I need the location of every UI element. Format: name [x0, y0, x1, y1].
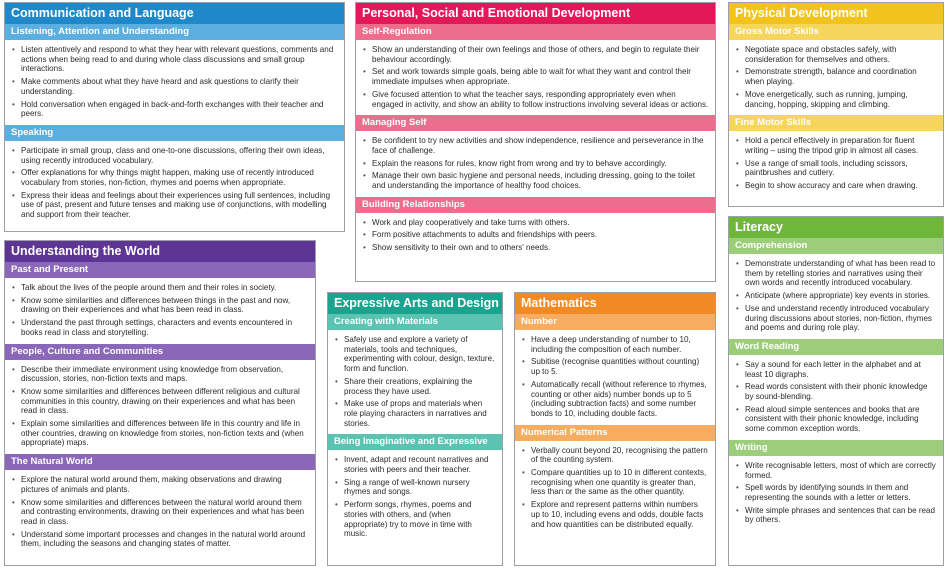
section-list [515, 441, 715, 536]
list-item: • Know some similarities and differences between things in the past and now, drawing on their experiences and what has been read in class. [11, 296, 309, 315]
panel-title: Expressive Arts and Design [328, 293, 502, 314]
list-item: • Know some similarities and differences between the natural world around them and contrasting environments, drawing on their experiences and what has been read in class. [11, 498, 309, 527]
panel-physical-development [728, 2, 944, 207]
list-item: • Have a deep understanding of number to 10, including the composition of each number. [521, 335, 709, 354]
panel-personal-social-emotional [355, 2, 716, 282]
section-heading: Being Imaginative and Expressive [328, 434, 502, 450]
list-item: • Show an understanding of their own feelings and those of others, and begin to regulate their behaviour accordingly. [362, 45, 709, 64]
panel-title: Personal, Social and Emotional Development [356, 3, 715, 24]
list-item: • Spell words by identifying sounds in them and representing the sounds with a letter or letters. [735, 483, 937, 502]
list-item: • Begin to show accuracy and care when drawing. [735, 181, 937, 191]
section-list [5, 40, 344, 125]
section-list [5, 141, 344, 226]
list-item: • Form positive attachments to adults and friendships with peers. [362, 230, 709, 240]
list-item: • Read aloud simple sentences and books that are consistent with their phonic knowledge, including some common exception words. [735, 405, 937, 434]
list-item: • Sing a range of well-known nursery rhymes and songs. [334, 478, 496, 497]
section-heading: Building Relationships [356, 197, 715, 213]
list-item: • Say a sound for each letter in the alphabet and at least 10 digraphs. [735, 360, 937, 379]
panel-understanding-world [4, 240, 316, 566]
list-item: • Write simple phrases and sentences that can be read by others. [735, 506, 937, 525]
list-item: • Be confident to try new activities and show independence, resilience and perseverance in the face of challenge. [362, 136, 709, 155]
section-heading: The Natural World [5, 454, 315, 470]
list-item: • Participate in small group, class and one-to-one discussions, offering their own ideas, using recently introduced vocabulary. [11, 146, 338, 165]
list-item: • Compare quantities up to 10 in different contexts, recognising when one quantity is greater than, less than or the same as the other quantity. [521, 468, 709, 497]
panel-title: Communication and Language [5, 3, 344, 24]
panel-title: Mathematics [515, 293, 715, 314]
section-list [328, 330, 502, 434]
list-item: • Move energetically, such as running, jumping, dancing, hopping, skipping and climbing. [735, 90, 937, 109]
list-item: • Perform songs, rhymes, poems and stories with others, and (when appropriate) try to move in time with music. [334, 500, 496, 539]
section-list [729, 131, 943, 197]
list-item: • Subitise (recognise quantities without counting) up to 5. [521, 357, 709, 376]
section-heading: Self-Regulation [356, 24, 715, 40]
section-heading: Gross Motor Skills [729, 24, 943, 40]
section-heading: Past and Present [5, 262, 315, 278]
list-item: • Offer explanations for why things might happen, making use of recently introduced vocabulary from stories, non-fiction, rhymes and poems when appropriate. [11, 168, 338, 187]
section-heading: Comprehension [729, 238, 943, 254]
panel-title: Literacy [729, 217, 943, 238]
section-list [515, 330, 715, 425]
panel-title: Physical Development [729, 3, 943, 24]
section-list [5, 278, 315, 344]
section-list [328, 450, 502, 545]
list-item: • Make comments about what they have heard and ask questions to clarify their understanding. [11, 77, 338, 96]
list-item: • Safely use and explore a variety of materials, tools and techniques, experimenting with colour, design, texture, form and function. [334, 335, 496, 374]
section-heading: Writing [729, 440, 943, 456]
list-item: • Know some similarities and differences between different religious and cultural communities in this country, drawing on their experiences and what has been read in class. [11, 387, 309, 416]
list-item: • Show sensitivity to their own and to others' needs. [362, 243, 709, 253]
panel-title: Understanding the World [5, 241, 315, 262]
section-list [5, 470, 315, 555]
panel-mathematics [514, 292, 716, 566]
list-item: • Describe their immediate environment using knowledge from observation, discussion, stories, non-fiction texts and maps. [11, 365, 309, 384]
section-list [729, 355, 943, 440]
section-list [356, 213, 715, 259]
list-item: • Make use of props and materials when role playing characters in narratives and stories. [334, 399, 496, 428]
list-item: • Give focused attention to what the teacher says, responding appropriately even when engaged in activity, and show an ability to follow instructions involving several ideas or actions. [362, 90, 709, 109]
list-item: • Explore the natural world around them, making observations and drawing pictures of animals and plants. [11, 475, 309, 494]
list-item: • Set and work towards simple goals, being able to wait for what they want and control their immediate impulses when appropriate. [362, 67, 709, 86]
section-list [356, 131, 715, 197]
list-item: • Hold conversation when engaged in back-and-forth exchanges with their teacher and peers. [11, 100, 338, 119]
list-item: • Verbally count beyond 20, recognising the pattern of the counting system. [521, 446, 709, 465]
panel-communication-language [4, 2, 345, 232]
list-item: • Understand the past through settings, characters and events encountered in books read in class and storytelling. [11, 318, 309, 337]
section-list [729, 254, 943, 339]
list-item: • Hold a pencil effectively in preparation for fluent writing – using the tripod grip in almost all cases. [735, 136, 937, 155]
section-heading: Managing Self [356, 115, 715, 131]
list-item: • Use a range of small tools, including scissors, paintbrushes and cutlery. [735, 159, 937, 178]
list-item: • Write recognisable letters, most of which are correctly formed. [735, 461, 937, 480]
section-list [5, 360, 315, 455]
list-item: • Read words consistent with their phonic knowledge by sound-blending. [735, 382, 937, 401]
list-item: • Explore and represent patterns within numbers up to 10, including evens and odds, double facts and how quantities can be distributed equally. [521, 500, 709, 529]
list-item: • Negotiate space and obstacles safely, with consideration for themselves and others. [735, 45, 937, 64]
list-item: • Share their creations, explaining the process they have used. [334, 377, 496, 396]
panel-expressive-arts-design [327, 292, 503, 566]
list-item: • Demonstrate understanding of what has been read to them by retelling stories and narratives using their own words and recently introduced vocabulary. [735, 259, 937, 288]
list-item: • Express their ideas and feelings about their experiences using full sentences, including use of past, present and future tenses and making use of conjunctions, with modelling and support from their teacher. [11, 191, 338, 220]
list-item: • Anticipate (where appropriate) key events in stories. [735, 291, 937, 301]
section-heading: Fine Motor Skills [729, 115, 943, 131]
section-list [356, 40, 715, 115]
section-heading: Word Reading [729, 339, 943, 355]
section-heading: Speaking [5, 125, 344, 141]
list-item: • Explain the reasons for rules, know right from wrong and try to behave accordingly. [362, 159, 709, 169]
list-item: • Work and play cooperatively and take turns with others. [362, 218, 709, 228]
section-heading: Creating with Materials [328, 314, 502, 330]
list-item: • Explain some similarities and differences between life in this country and life in other countries, drawing on knowledge from stories, non-fiction texts and (when appropriate) maps. [11, 419, 309, 448]
section-heading: Numerical Patterns [515, 425, 715, 441]
list-item: • Understand some important processes and changes in the natural world around them, including the seasons and changing states of matter. [11, 530, 309, 549]
section-list [729, 456, 943, 531]
list-item: • Demonstrate strength, balance and coordination when playing. [735, 67, 937, 86]
list-item: • Listen attentively and respond to what they hear with relevant questions, comments and actions when being read to and during whole class discussions and small group interactions. [11, 45, 338, 74]
list-item: • Invent, adapt and recount narratives and stories with peers and their teacher. [334, 455, 496, 474]
section-list [729, 40, 943, 115]
section-heading: Number [515, 314, 715, 330]
section-heading: Listening, Attention and Understanding [5, 24, 344, 40]
panel-literacy [728, 216, 944, 566]
section-heading: People, Culture and Communities [5, 344, 315, 360]
list-item: • Use and understand recently introduced vocabulary during discussions about stories, non-fiction, rhymes and poems and during role play. [735, 304, 937, 333]
list-item: • Automatically recall (without reference to rhymes, counting or other aids) number bonds up to 5 (including subtraction facts) and some number bonds to 10, including double facts. [521, 380, 709, 419]
list-item: • Manage their own basic hygiene and personal needs, including dressing, going to the toilet and understanding the importance of healthy food choices. [362, 171, 709, 190]
list-item: • Talk about the lives of the people around them and their roles in society. [11, 283, 309, 293]
